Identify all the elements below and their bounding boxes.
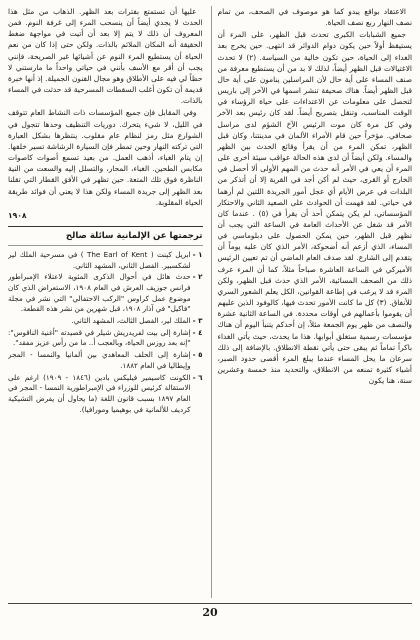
- footnote-number: ٤ -: [192, 327, 203, 337]
- left-column: [8, 6, 203, 598]
- body-paragraph: جميع الشبابات الكبرى تحدث قبل الظهر، على المرء أن يستيقظ أولاً حين يكون دوام الدوائر قد انتهى. حين يخرج بعد الغداء إلى الحياة، حين تكون خالية من السياسة. (٢) لا تحدث الاغتيالات قبل الظهر أيضاً، لذلك لا بد من أن يستطيع معرفة من صنف المساء على أية حال لأن المراسلين ينامون على أية حال قبل الظهر أيضاً. هناك صحيفة تنشر اسمها في الآخر إلى باريس لتحصل على معلومات عن الاعتداءات على حياة الرؤساء في الوقت المناسب، وتنقل بتصريح أيضاً. لقد كان رئيس بعد الآخر وفي كل مرة كان موت الرئيس الآخ الشؤم لدى مراسل صحافي. مؤخراً حين قام الأمراء الألمان في مدينتنا، وكان قبل الظهر، تمكن المرء من أن يقرأ وقائع الحدث بين الظهر والمساء. ولكن أيضاً أن لدى هذه الحالة عواقب سيئة أخرى على المرء أن يعي في الأمر أنه حدث من المهم الأولى ألا أحصل في الخارج أو القرى، حيث لم أكن أجد في القرية إلا أن أتذكر من البلدات في عرض الأيام أي عجل أمور الجريدة اللتين لم أرهما في حياتي. لقد فهمت أن الحوادث على الصعيد الثاني والاحتكار المؤسساتي، لم يكن يتمكن أحد أن يقرأ في (٥) . عندما كان الأمر قد شغل عن الأحداث العامة في الساعة التي يجب أن تظهر قبل الظهر، حين يمكن الحصول على دبلوماسي في المساء، الذي أزعم أنه أضحوكة، الأمر الذي كان عليه يوماً أن يتقدم إلى الشارع. لقد صدف العام الماضي أن تم تعيين الرئيس الأميركي في الساعة العاشرة صباحاً مثلاً، كما أن المرء عرف ذلك من الصحف المسائية، الأمر الذي حدث قبل الظهر، ولكن المرء قد لا يرغب في إطاعة القوانين، الكل يعلم الشعور السري للأنفاق. (٣) كل ما كانت الأمور تحدث فيها، كالوفود الذين عليهم أن يقوموا بأعمالهم في أوقات محددة. في الساعة الثانية عشرة والنصف من ظهر يوم الجمعة مثلاً، إن أحدكم يتنبأ اليوم أن هناك مؤسسات رسمية ستغلق أبوابها. هذا ما يحدث، حيث يأتي الغداء باكراً تماماً ثم يبقى حتى يأتي نقطة الانطلاق. بالإضافة إلى ذلك سرعان ما يحل المساء عندما يبلغ المرء أقصى حدود الصبر، أشياء كثيرة تمنعه من الانطلاق، والتحديد منذ خمسة وعشرين سنة، هنا يكون: [217, 30, 412, 386]
- footnote: [8, 328, 203, 349]
- footnotes: [8, 250, 203, 416]
- footnote-number: ٣ -: [192, 316, 203, 326]
- footnote-number: ٦ -: [192, 372, 203, 382]
- footnote: [8, 250, 203, 271]
- footnote-text: الكونت كاسيمير فيليكس بادين (١٨٤٦ - ١٩٠٩) ارغم على الاستقالة كرئيس للوزراء في الإمبراطورية النمسا - المجر في العام ١٨٩٧ بسبب قانون اللغة (ما يحاول أن يفرض التشيكية كرديف للألمانية في بوهيميا ومورافيا).: [8, 372, 191, 414]
- translator-credit: ترجمتها عن الإلمانية سائلة صالح: [8, 226, 203, 246]
- footnote-text: الملك لير، الفصل الثالث، المشهد الثاني.: [71, 316, 191, 326]
- page-footer: [8, 603, 412, 634]
- footnote-text: إشارة إلى بيت لفريدريش شيلر في قصيدته "أغنية الناقوس": "إنه بعد روزس الحياة، وبالعجب أ.. ما من رأس عزيز مفقد".: [8, 327, 191, 348]
- footnote: [8, 373, 203, 416]
- footnote-text: ابريل كينت ( The Earl of Kent ) في مسرحية الملك لير لشكسبير. الفصل الثاني، المشهد الثاني.: [8, 249, 191, 270]
- right-column: [211, 6, 413, 598]
- footnote-number: ٢ -: [192, 272, 203, 282]
- article-date: ١٩٠٨: [8, 210, 27, 220]
- footnote-text: حدث هائل في أحوال الذكرى المئوية لاعتلاء الإمبراطور فرانس جوزيف العرش في العام ١٩٠٨، الاستعراض الذي كان موضوع عمل كراوس "الركب الاحتفالي" التي نشر في مجلة "فاكيل" في آذار ١٩٠٨، قبل شهرين من نشر هذه القطعة.: [8, 272, 191, 314]
- footnote: [8, 316, 203, 327]
- page-number: 20: [202, 606, 218, 619]
- footnote: [8, 272, 203, 315]
- body-paragraph: عليها أن تستمتع بفترات بعد الظهر. الذهاب من مثل هذا الحدث لا يجدي أيضاً أن ينسحب المرء إلى غرفة النوم. فمن المعروف أن ذلك لا يتم إلا بعد أن أتيت في مواجهة ضغط الحقيقة أنه المكان الملائم بالذات. ولكن حتى إذا كان من نعم الحياة أن يستطيع المرء النوم عن أشيائها غير الصريحة، فإنني يجب أن أقر مع الأسف بأنني في حياتي واحداً ما مارستني لا حظاً لي فيه على الأطلاق وهو مجال الفنون الجميلة. إذ أنها خبرة قديمة أن تكون أغلب السقطات المسرحية قد حدثت في المساء بالذات.: [8, 7, 203, 106]
- text-columns: [8, 6, 412, 598]
- footnote-number: ١ -: [192, 249, 203, 259]
- body-paragraph: الاعتقاد بواقع يبدو كما هو موصوف في الصحف، من تمام نصف النهار ربع نصف الحياة.: [217, 7, 412, 28]
- body-paragraph: وفي المقابل فإن جميع المؤسسات ذات النشاط العام تتوقف في الليل، لا شيء يتحرك. دوريات التنظيف وحدها تتجول في الشوارع مثل رمز لنظام عام مقلوب. ينتظرها بشكل العبارة التي تركته النهار وحين تمطر فإن السيارة الرشاشة تسير خلفها. إن يتام الغباء، أذهب العمل. من بعيد تسمع أصوات كاصوات مكابس الطحين. الغباء، المحار، والتسلل إليه والسعت من النية الناظرة فوق تلك المتعة. حين تظهر في الأفق القطار التي تقلنا بعد الظهر إلى جريدة المساء ولكن هذا لا يعني أن فوائد طريقة الحياة المقلوبة.: [8, 108, 203, 207]
- footnote-text: إشارة إلى الحلف المعاهدي بين ألمانيا والنمسا - المجر وإيطاليا في العام ١٨٨٢.: [8, 350, 191, 370]
- footnote: [8, 350, 203, 371]
- footnote-number: ٥ -: [192, 350, 203, 360]
